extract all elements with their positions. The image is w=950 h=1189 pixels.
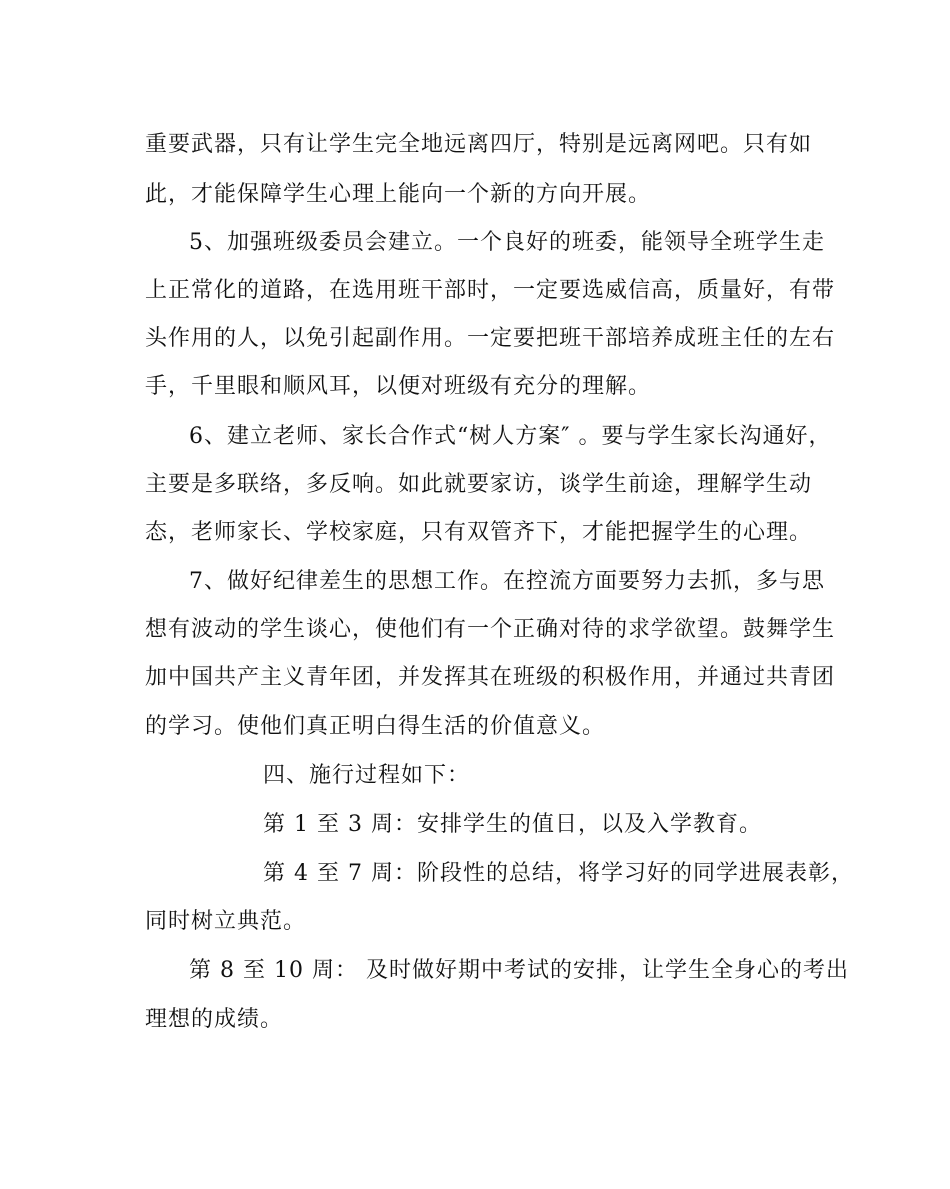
- text-line: 同时树立典范。: [145, 909, 307, 934]
- text-line: 态，老师家长、学校家庭，只有双管齐下，才能把握学生的心理。: [145, 520, 813, 545]
- text-line: 想有波动的学生谈心，使他们有一个正确对待的求学欲望。鼓舞学生: [145, 617, 836, 642]
- text-line: 加中国共产主义青年团，并发挥其在班级的积极作用，并通过共青团: [145, 665, 836, 690]
- text-line: 此，才能保障学生心理上能向一个新的方向开展。: [145, 182, 652, 207]
- text-line: 第 8 至 10 周： 及时做好期中考试的安排，让学生全身心的考出: [189, 958, 849, 983]
- text-line: 7、做好纪律差生的思想工作。在控流方面要努力去抓，多与思: [189, 569, 825, 594]
- text-line: 上正常化的道路，在选用班干部时，一定要选威信高，质量好，有带: [145, 278, 836, 303]
- text-line: 的学习。使他们真正明白得生活的价值意义。: [145, 714, 606, 739]
- text-line: 第 4 至 7 周：阶段性的总结，将学习好的同学进展表彰，: [263, 861, 854, 886]
- text-line: 手，千里眼和顺风耳，以便对班级有充分的理解。: [145, 374, 652, 399]
- text-line: 重要武器，只有让学生完全地远离四厅，特别是远离网吧。只有如: [145, 132, 813, 157]
- text-line: 头作用的人，以免引起副作用。一定要把班干部培养成班主任的左右: [145, 326, 836, 351]
- text-line: 四、施行过程如下：: [263, 763, 471, 788]
- text-line: 理想的成绩。: [145, 1007, 284, 1032]
- text-line: 主要是多联络，多反响。如此就要家访，谈学生前途，理解学生动: [145, 472, 813, 497]
- text-line: 第 1 至 3 周：安排学生的值日，以及入学教育。: [263, 812, 762, 837]
- text-line: 5、加强班级委员会建立。一个良好的班委，能领导全班学生走: [189, 230, 825, 255]
- text-line: 6、建立老师、家长合作式“树人方案″ 。要与学生家长沟通好，: [189, 424, 832, 449]
